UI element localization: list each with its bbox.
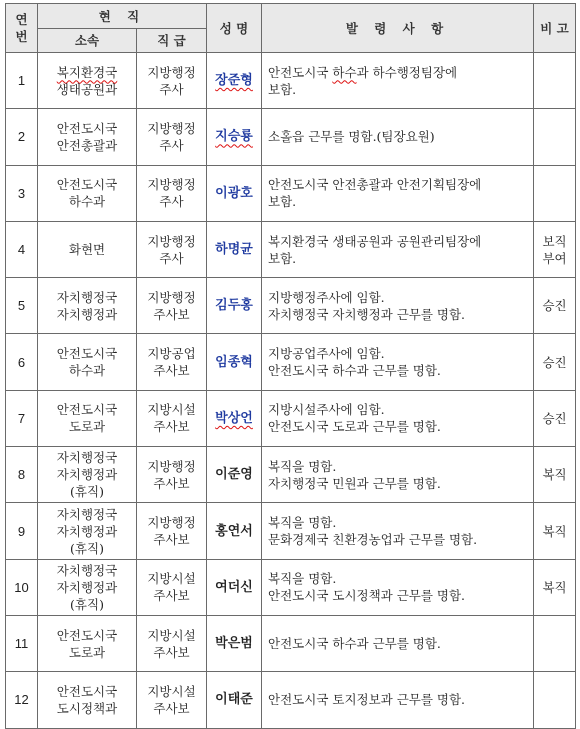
- note-cell: 복직: [534, 559, 576, 615]
- affiliation-line: (휴직): [70, 484, 104, 500]
- affiliation-line: 안전도시국: [56, 177, 118, 193]
- appointment-line: 안전도시국 안전총괄과 안전기획팀장에: [268, 177, 482, 193]
- name-cell: [207, 559, 262, 615]
- affiliation-line: 안전도시국: [56, 120, 118, 136]
- row-number: 1: [6, 53, 38, 109]
- appointment-line: 복직을 명함.: [268, 571, 337, 587]
- affiliation-cell: [38, 672, 137, 728]
- name-cell: [207, 221, 262, 277]
- grade-line: 주사: [159, 81, 184, 97]
- affiliation-cell: [38, 447, 137, 503]
- note-cell: [534, 53, 576, 109]
- appointment-cell: [262, 615, 534, 671]
- affiliation-line: 자치행정국: [56, 450, 118, 466]
- appointment-cell: [262, 334, 534, 390]
- note-cell: 복직: [534, 447, 576, 503]
- name-text: 박은범: [215, 636, 253, 652]
- name-cell: [207, 53, 262, 109]
- grade-line: 지방시설: [147, 627, 196, 643]
- note-cell: [534, 109, 576, 165]
- affiliation-line: 자치행정과: [56, 467, 118, 483]
- appointment-line: 지방시설주사에 임함.: [268, 402, 385, 418]
- note-line: 부여: [542, 250, 567, 266]
- affiliation-line: 자치행정국: [56, 289, 118, 305]
- row-number: 5: [6, 278, 38, 334]
- affiliation-line: 도로과: [68, 419, 106, 435]
- table-row: [6, 615, 576, 671]
- name-cell: [207, 615, 262, 671]
- name-cell: [207, 672, 262, 728]
- note-cell: [534, 221, 576, 277]
- name-text: 박상언: [215, 410, 253, 426]
- table-row: [6, 165, 576, 221]
- row-number: 9: [6, 503, 38, 559]
- grade-line: 지방행정: [147, 289, 196, 305]
- affiliation-line: 안전도시국: [56, 346, 118, 362]
- affiliation-line: 도시정책과: [56, 700, 118, 716]
- name-cell: [207, 109, 262, 165]
- affiliation-line: 안전총괄과: [56, 137, 118, 153]
- header-order-line1: 연: [15, 12, 28, 27]
- affiliation-cell: [38, 334, 137, 390]
- table-row: [6, 221, 576, 277]
- grade-cell: [137, 278, 207, 334]
- grade-cell: [137, 390, 207, 446]
- row-number: 3: [6, 165, 38, 221]
- grade-cell: [137, 165, 207, 221]
- appointment-line: 지방행정주사에 임함.: [268, 289, 385, 305]
- appointment-cell: [262, 559, 534, 615]
- grade-line: 주사보: [153, 419, 190, 435]
- row-number: 10: [6, 559, 38, 615]
- appointment-line: 지방공업주사에 임함.: [268, 346, 385, 362]
- appointment-line: 복직을 명함.: [268, 515, 337, 531]
- header-order: [6, 4, 38, 53]
- table-row: [6, 672, 576, 728]
- affiliation-cell: [38, 53, 137, 109]
- appointment-cell: [262, 109, 534, 165]
- affiliation-line: 생태공원과: [56, 81, 118, 97]
- affiliation-cell: [38, 165, 137, 221]
- affiliation-cell: [38, 278, 137, 334]
- grade-cell: [137, 221, 207, 277]
- row-number: 4: [6, 221, 38, 277]
- affiliation-line: (휴직): [70, 540, 104, 556]
- grade-line: 지방시설: [147, 402, 196, 418]
- affiliation-cell: [38, 390, 137, 446]
- table-row: [6, 53, 576, 109]
- appointment-cell: [262, 165, 534, 221]
- table-row: [6, 390, 576, 446]
- grade-line: 주사보: [153, 700, 190, 716]
- appointment-text: 안전도시국: [268, 64, 333, 80]
- name-cell: [207, 278, 262, 334]
- grade-cell: [137, 334, 207, 390]
- appointment-cell: [262, 221, 534, 277]
- grade-line: 주사: [159, 137, 184, 153]
- grade-line: 지방공업: [147, 346, 196, 362]
- name-text: 하명균: [215, 242, 253, 258]
- note-cell: 복직: [534, 503, 576, 559]
- affiliation-cell: [38, 615, 137, 671]
- grade-cell: [137, 53, 207, 109]
- name-text: 여더신: [215, 579, 253, 595]
- grade-line: 주사보: [153, 588, 190, 604]
- table-row: [6, 447, 576, 503]
- row-number: 2: [6, 109, 38, 165]
- appointment-line: 보함.: [268, 194, 297, 210]
- grade-line: 지방행정: [147, 515, 196, 531]
- appointment-line: 보함.: [268, 81, 297, 97]
- affiliation-line: 하수과: [68, 194, 106, 210]
- appointment-text: 과 하수행정팀장에: [356, 64, 458, 80]
- affiliation-cell: [38, 109, 137, 165]
- affiliation-line: 도로과: [68, 644, 106, 660]
- grade-cell: [137, 672, 207, 728]
- appointment-line: 자치행정국 민원과 근무를 명함.: [268, 475, 441, 491]
- name-text: 이태준: [215, 692, 253, 708]
- affiliation-line: 자치행정과: [56, 579, 118, 595]
- row-number: 6: [6, 334, 38, 390]
- appointment-cell: [262, 672, 534, 728]
- grade-line: 주사: [159, 194, 184, 210]
- grade-line: 지방행정: [147, 64, 196, 80]
- table-row: [6, 278, 576, 334]
- header-order-line2: 번: [15, 29, 28, 44]
- appointment-line: [268, 64, 531, 81]
- affiliation-line: 자치행정과: [56, 306, 118, 322]
- grade-cell: [137, 447, 207, 503]
- affiliation-line: (휴직): [70, 596, 104, 612]
- grade-line: 주사보: [153, 532, 190, 548]
- appointment-line: 복지환경국 생태공원과 공원관리팀장에: [268, 233, 482, 249]
- spellcheck-word: 하수: [332, 64, 357, 80]
- grade-line: 지방시설: [147, 683, 196, 699]
- grade-line: 지방시설: [147, 571, 196, 587]
- name-cell: [207, 503, 262, 559]
- row-number: 8: [6, 447, 38, 503]
- grade-line: 지방행정: [147, 177, 196, 193]
- affiliation-line: 복지환경국: [56, 64, 118, 80]
- appointment-cell: [262, 53, 534, 109]
- note-cell: 승진: [534, 278, 576, 334]
- name-text: 홍연서: [215, 523, 253, 539]
- grade-line: 주사보: [153, 363, 190, 379]
- grade-cell: [137, 109, 207, 165]
- note-cell: 승진: [534, 390, 576, 446]
- affiliation-line: 화현면: [68, 242, 106, 258]
- header-appointment: 발 령 사 항: [262, 4, 534, 53]
- grade-line: 지방행정: [147, 233, 196, 249]
- note-cell: [534, 615, 576, 671]
- appointment-line: 자치행정국 자치행정과 근무를 명함.: [268, 306, 466, 322]
- appointment-cell: [262, 390, 534, 446]
- row-number: 7: [6, 390, 38, 446]
- grade-line: 주사보: [153, 644, 190, 660]
- table-row: [6, 559, 576, 615]
- name-text: 임종혁: [215, 354, 253, 370]
- header-name: 성 명: [207, 4, 262, 53]
- affiliation-line: 안전도시국: [56, 402, 118, 418]
- note-cell: [534, 165, 576, 221]
- table-row: [6, 503, 576, 559]
- grade-line: 지방행정: [147, 458, 196, 474]
- grade-line: 주사보: [153, 306, 190, 322]
- header-current-position: 현 직: [38, 4, 207, 29]
- affiliation-line: 자치행정국: [56, 506, 118, 522]
- appointment-line: 안전도시국 토지정보과 근무를 명함.: [268, 692, 466, 708]
- affiliation-line: 안전도시국: [56, 627, 118, 643]
- name-text: 장준형: [215, 73, 253, 89]
- appointment-table: [5, 3, 576, 729]
- appointment-line: 보함.: [268, 250, 297, 266]
- table-row: [6, 334, 576, 390]
- grade-line: 지방행정: [147, 120, 196, 136]
- affiliation-line: 자치행정국: [56, 562, 118, 578]
- header-note: 비 고: [534, 4, 576, 53]
- row-number: 12: [6, 672, 38, 728]
- name-cell: [207, 334, 262, 390]
- row-number: 11: [6, 615, 38, 671]
- grade-line: 주사: [159, 250, 184, 266]
- affiliation-cell: [38, 503, 137, 559]
- grade-cell: [137, 615, 207, 671]
- appointment-line: 안전도시국 하수과 근무를 명함.: [268, 363, 441, 379]
- appointment-cell: [262, 503, 534, 559]
- grade-cell: [137, 503, 207, 559]
- affiliation-line: 자치행정과: [56, 523, 118, 539]
- name-cell: [207, 165, 262, 221]
- affiliation-line: 하수과: [68, 363, 106, 379]
- affiliation-cell: [38, 559, 137, 615]
- name-text: 이광호: [215, 185, 253, 201]
- appointment-line: 안전도시국 하수과 근무를 명함.: [268, 636, 441, 652]
- appointment-line: 안전도시국 도시정책과 근무를 명함.: [268, 588, 466, 604]
- note-line: 보직: [542, 233, 567, 249]
- header-grade: 직 급: [137, 29, 207, 53]
- name-cell: [207, 447, 262, 503]
- appointment-line: 소홀읍 근무를 명함.(팀장요원): [268, 129, 435, 145]
- affiliation-cell: [38, 221, 137, 277]
- appointment-cell: [262, 447, 534, 503]
- appointment-line: 문화경제국 친환경농업과 근무를 명함.: [268, 532, 478, 548]
- name-text: 이준영: [215, 467, 253, 483]
- appointment-line: 복직을 명함.: [268, 458, 337, 474]
- appointment-line: 안전도시국 도로과 근무를 명함.: [268, 419, 441, 435]
- grade-line: 주사보: [153, 475, 190, 491]
- grade-cell: [137, 559, 207, 615]
- table-row: [6, 109, 576, 165]
- header-affiliation: 소속: [38, 29, 137, 53]
- name-text: 김두홍: [215, 298, 253, 314]
- note-cell: [534, 672, 576, 728]
- note-cell: 승진: [534, 334, 576, 390]
- affiliation-line: 안전도시국: [56, 683, 118, 699]
- name-text: 지승룡: [215, 129, 253, 145]
- appointment-cell: [262, 278, 534, 334]
- name-cell: [207, 390, 262, 446]
